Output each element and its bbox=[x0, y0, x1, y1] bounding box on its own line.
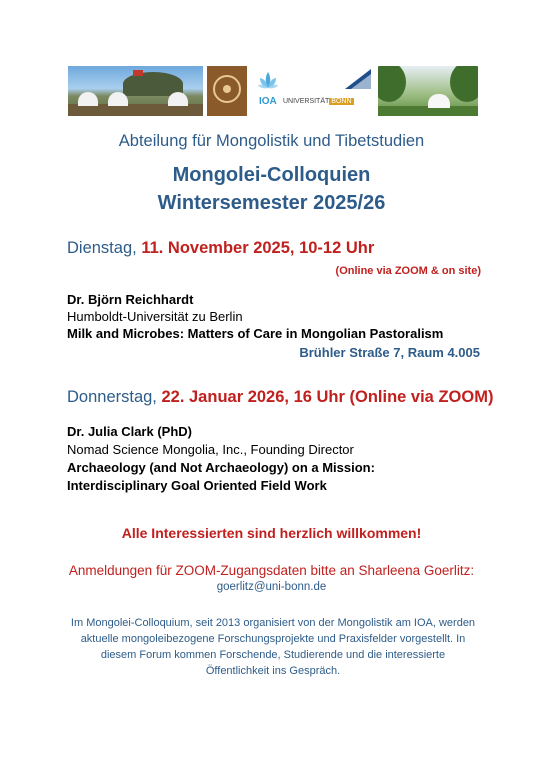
event-1-datetime: 11. November 2025, 10-12 Uhr bbox=[141, 239, 375, 257]
event-1-location: Brühler Straße 7, Raum 4.005 bbox=[299, 345, 480, 360]
university-bonn-logo bbox=[283, 66, 375, 116]
event-1-talk-title: Milk and Microbes: Matters of Care in Mongolian Pastoralism bbox=[67, 326, 444, 341]
colloquium-description: Im Mongolei-Colloquium, seit 2013 organisiert von der Mongolistik am IOA, werden aktuelle mongoleibezogene Forschungsprojekte und Praxisfelder vorgestellt. In diesem Forum kommen Forschende, Studierende und die interessierte Öffentlichkeit ins Gespräch. bbox=[70, 617, 476, 677]
mongolia-landscape-photo bbox=[68, 66, 203, 116]
event-1-speaker: Dr. Björn Reichhardt bbox=[67, 292, 194, 307]
event-2-date bbox=[67, 388, 493, 407]
lotus-icon bbox=[257, 70, 279, 92]
department-name: Abteilung für Mongolistik und Tibetstudien bbox=[118, 132, 425, 150]
university-emblem-icon bbox=[345, 69, 371, 89]
event-1-mode: (Online via ZOOM & on site) bbox=[335, 265, 481, 277]
registration-email-link[interactable]: goerlitz@uni-bonn.de bbox=[216, 581, 327, 593]
yurt-shape bbox=[108, 92, 128, 106]
event-1-weekday: Dienstag, bbox=[67, 239, 137, 257]
event-1-date bbox=[67, 239, 374, 258]
semester-subtitle: Wintersemester 2025/26 bbox=[157, 192, 386, 214]
event-2-talk-title-line2: Interdisciplinary Goal Oriented Field Work bbox=[67, 478, 327, 493]
event-1-affiliation: Humboldt-Universität zu Berlin bbox=[67, 309, 243, 324]
flag-shape bbox=[133, 70, 143, 76]
event-2-weekday: Donnerstag, bbox=[67, 388, 157, 406]
event-2-datetime: 22. Januar 2026, 16 Uhr (Online via ZOOM) bbox=[161, 388, 494, 406]
university-prefix: UNIVERSITÄT bbox=[283, 98, 330, 105]
ioa-logo bbox=[252, 66, 286, 116]
welcome-message: Alle Interessierten sind herzlich willkommen! bbox=[121, 525, 422, 541]
seal-center bbox=[223, 85, 231, 93]
university-wordmark bbox=[283, 98, 354, 105]
yurt-shape bbox=[78, 92, 98, 106]
mongolistik-seal-logo bbox=[207, 66, 247, 116]
header-banner bbox=[68, 66, 478, 116]
ioa-label: IOA bbox=[259, 96, 277, 107]
yurt-shape bbox=[168, 92, 188, 106]
event-2-speaker: Dr. Julia Clark (PhD) bbox=[67, 424, 192, 439]
event-2-affiliation: Nomad Science Mongolia, Inc., Founding Director bbox=[67, 442, 354, 457]
university-name: BONN bbox=[331, 98, 352, 105]
event-2-talk-title-line1: Archaeology (and Not Archaeology) on a Mission: bbox=[67, 460, 375, 475]
yurt-shape bbox=[428, 94, 450, 108]
tree-shape bbox=[450, 66, 478, 102]
page-title: Mongolei-Colloquien bbox=[172, 164, 371, 186]
registration-text: Anmeldungen für ZOOM-Zugangsdaten bitte an Sharleena Goerlitz: bbox=[68, 563, 475, 578]
tree-shape bbox=[378, 66, 406, 102]
campus-yurt-photo bbox=[378, 66, 478, 116]
